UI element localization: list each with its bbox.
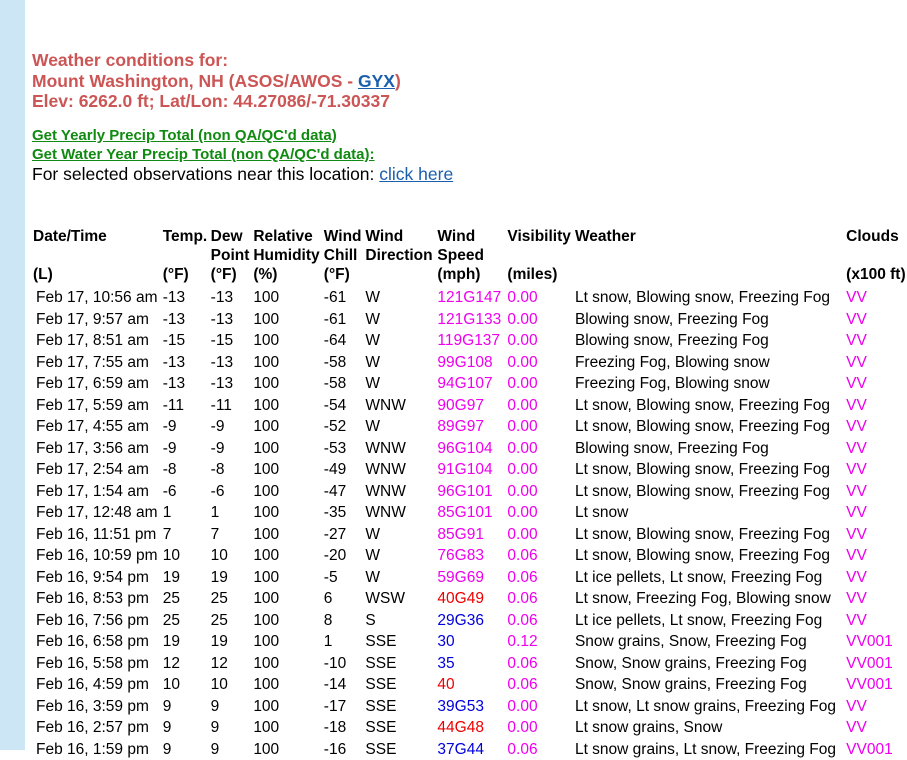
dew-point-cell: 12 <box>210 653 253 675</box>
wind-chill-cell: -49 <box>323 459 365 481</box>
column-header-0-l1: Date/Time <box>32 227 162 246</box>
clouds-cell: VV <box>845 696 907 718</box>
date-time-cell: Feb 16, 3:59 pm <box>32 696 162 718</box>
table-row <box>32 696 907 718</box>
temperature-cell: -9 <box>162 438 210 460</box>
wind-speed-cell: 44G48 <box>436 717 506 739</box>
wind-speed-cell: 85G91 <box>436 524 506 546</box>
wind-direction-cell: W <box>364 330 436 352</box>
wind-speed-cell: 96G101 <box>436 481 506 503</box>
wind-speed-cell: 119G137 <box>436 330 506 352</box>
column-header-4-l2: Chill <box>323 246 365 265</box>
temperature-cell: 10 <box>162 674 210 696</box>
date-time-cell: Feb 17, 10:56 am <box>32 287 162 309</box>
relative-humidity-cell: 100 <box>252 653 322 675</box>
date-time-cell: Feb 16, 6:58 pm <box>32 631 162 653</box>
temperature-cell: -11 <box>162 395 210 417</box>
temperature-cell: 9 <box>162 739 210 760</box>
dew-point-cell: -13 <box>210 287 253 309</box>
column-header-8-l2 <box>574 246 845 265</box>
weather-cell: Snow, Snow grains, Freezing Fog <box>574 674 845 696</box>
weather-cell: Snow grains, Snow, Freezing Fog <box>574 631 845 653</box>
table-row <box>32 567 907 589</box>
wind-speed-cell: 90G97 <box>436 395 506 417</box>
weather-cell: Lt snow grains, Snow <box>574 717 845 739</box>
relative-humidity-cell: 100 <box>252 395 322 417</box>
visibility-cell: 0.06 <box>506 545 574 567</box>
date-time-cell: Feb 16, 1:59 pm <box>32 739 162 760</box>
wind-chill-cell: -5 <box>323 567 365 589</box>
date-time-cell: Feb 17, 9:57 am <box>32 309 162 331</box>
dew-point-cell: 19 <box>210 631 253 653</box>
visibility-cell: 0.00 <box>506 330 574 352</box>
wind-chill-cell: -61 <box>323 287 365 309</box>
table-row <box>32 545 907 567</box>
dew-point-cell: 10 <box>210 674 253 696</box>
table-row <box>32 416 907 438</box>
dew-point-cell: -13 <box>210 309 253 331</box>
yearly-precip-link[interactable]: Get Yearly Precip Total (non QA/QC'd data) <box>32 126 453 145</box>
wind-chill-cell: -18 <box>323 717 365 739</box>
table-row <box>32 309 907 331</box>
column-header-9-l3: (x100 ft) <box>845 265 907 287</box>
wind-direction-cell: WNW <box>364 438 436 460</box>
date-time-cell: Feb 16, 9:54 pm <box>32 567 162 589</box>
date-time-cell: Feb 17, 4:55 am <box>32 416 162 438</box>
relative-humidity-cell: 100 <box>252 610 322 632</box>
visibility-cell: 0.06 <box>506 610 574 632</box>
wind-speed-cell: 99G108 <box>436 352 506 374</box>
dew-point-cell: -8 <box>210 459 253 481</box>
table-row <box>32 287 907 309</box>
wind-chill-cell: -54 <box>323 395 365 417</box>
dew-point-cell: -13 <box>210 352 253 374</box>
clouds-cell: VV <box>845 352 907 374</box>
dew-point-cell: 10 <box>210 545 253 567</box>
temperature-cell: 7 <box>162 524 210 546</box>
dew-point-cell: 1 <box>210 502 253 524</box>
wind-direction-cell: W <box>364 567 436 589</box>
clouds-cell: VV001 <box>845 674 907 696</box>
clouds-cell: VV001 <box>845 653 907 675</box>
station-name-text: Mount Washington, NH (ASOS/AWOS - <box>32 71 358 91</box>
wind-chill-cell: 8 <box>323 610 365 632</box>
visibility-cell: 0.00 <box>506 395 574 417</box>
clouds-cell: VV <box>845 373 907 395</box>
column-header-7-l3: (miles) <box>506 265 574 287</box>
clouds-cell: VV <box>845 416 907 438</box>
table-row <box>32 674 907 696</box>
date-time-cell: Feb 16, 11:51 pm <box>32 524 162 546</box>
station-header <box>32 50 401 112</box>
column-header-7-l2 <box>506 246 574 265</box>
column-header-0-l2 <box>32 246 162 265</box>
clouds-cell: VV <box>845 438 907 460</box>
date-time-cell: Feb 16, 8:53 pm <box>32 588 162 610</box>
column-header-6-l2: Speed <box>436 246 506 265</box>
visibility-cell: 0.00 <box>506 459 574 481</box>
wind-direction-cell: W <box>364 545 436 567</box>
wind-direction-cell: SSE <box>364 653 436 675</box>
column-header-6-l1: Wind <box>436 227 506 246</box>
wind-direction-cell: W <box>364 309 436 331</box>
weather-cell: Blowing snow, Freezing Fog <box>574 330 845 352</box>
column-header-1-l1: Temp. <box>162 227 210 246</box>
weather-cell: Lt snow, Freezing Fog, Blowing snow <box>574 588 845 610</box>
clouds-cell: VV <box>845 330 907 352</box>
weather-cell: Lt ice pellets, Lt snow, Freezing Fog <box>574 567 845 589</box>
column-header-6-l3: (mph) <box>436 265 506 287</box>
temperature-cell: -13 <box>162 352 210 374</box>
temperature-cell: 9 <box>162 696 210 718</box>
wind-chill-cell: -16 <box>323 739 365 760</box>
wind-direction-cell: WNW <box>364 502 436 524</box>
date-time-cell: Feb 17, 3:56 am <box>32 438 162 460</box>
wind-chill-cell: -27 <box>323 524 365 546</box>
date-time-cell: Feb 16, 4:59 pm <box>32 674 162 696</box>
nearby-text: For selected observations near this location: <box>32 164 379 184</box>
relative-humidity-cell: 100 <box>252 438 322 460</box>
visibility-cell: 0.06 <box>506 588 574 610</box>
water-year-precip-link[interactable]: Get Water Year Precip Total (non QA/QC'd data): <box>32 145 453 164</box>
wind-speed-cell: 40G49 <box>436 588 506 610</box>
column-header-7-l1: Visibility <box>506 227 574 246</box>
temperature-cell: -8 <box>162 459 210 481</box>
wind-chill-cell: -58 <box>323 373 365 395</box>
column-header-3-l1: Relative <box>252 227 322 246</box>
temperature-cell: 10 <box>162 545 210 567</box>
visibility-cell: 0.00 <box>506 502 574 524</box>
table-row <box>32 502 907 524</box>
table-row <box>32 653 907 675</box>
visibility-cell: 0.00 <box>506 352 574 374</box>
wind-chill-cell: -35 <box>323 502 365 524</box>
wind-speed-cell: 96G104 <box>436 438 506 460</box>
column-header-2-l1: Dew <box>210 227 253 246</box>
column-header-2-l2: Point <box>210 246 253 265</box>
relative-humidity-cell: 100 <box>252 545 322 567</box>
weather-cell: Lt snow, Blowing snow, Freezing Fog <box>574 416 845 438</box>
relative-humidity-cell: 100 <box>252 287 322 309</box>
dew-point-cell: -13 <box>210 373 253 395</box>
wind-speed-cell: 121G147 <box>436 287 506 309</box>
relative-humidity-cell: 100 <box>252 330 322 352</box>
table-row <box>32 438 907 460</box>
relative-humidity-cell: 100 <box>252 739 322 760</box>
weather-cell: Freezing Fog, Blowing snow <box>574 373 845 395</box>
clouds-cell: VV001 <box>845 631 907 653</box>
table-row <box>32 588 907 610</box>
wind-direction-cell: SSE <box>364 717 436 739</box>
dew-point-cell: 9 <box>210 696 253 718</box>
temperature-cell: 19 <box>162 567 210 589</box>
wind-chill-cell: -17 <box>323 696 365 718</box>
temperature-cell: 19 <box>162 631 210 653</box>
temperature-cell: -15 <box>162 330 210 352</box>
clouds-cell: VV <box>845 459 907 481</box>
date-time-cell: Feb 17, 5:59 am <box>32 395 162 417</box>
left-side-bar <box>0 0 25 750</box>
wind-chill-cell: -14 <box>323 674 365 696</box>
visibility-cell: 0.00 <box>506 309 574 331</box>
table-row <box>32 373 907 395</box>
visibility-cell: 0.00 <box>506 438 574 460</box>
wind-speed-cell: 29G36 <box>436 610 506 632</box>
dew-point-cell: -9 <box>210 438 253 460</box>
temperature-cell: 9 <box>162 717 210 739</box>
dew-point-cell: 25 <box>210 610 253 632</box>
wind-direction-cell: WNW <box>364 481 436 503</box>
column-header-8-l1: Weather <box>574 227 845 246</box>
weather-cell: Blowing snow, Freezing Fog <box>574 438 845 460</box>
temperature-cell: -9 <box>162 416 210 438</box>
clouds-cell: VV <box>845 309 907 331</box>
wind-direction-cell: W <box>364 416 436 438</box>
date-time-cell: Feb 16, 5:58 pm <box>32 653 162 675</box>
wind-chill-cell: -47 <box>323 481 365 503</box>
wind-direction-cell: W <box>364 352 436 374</box>
clouds-cell: VV001 <box>845 739 907 760</box>
relative-humidity-cell: 100 <box>252 352 322 374</box>
column-header-9-l2 <box>845 246 907 265</box>
temperature-cell: -6 <box>162 481 210 503</box>
column-header-4-l1: Wind <box>323 227 365 246</box>
wind-direction-cell: W <box>364 287 436 309</box>
weather-cell: Lt ice pellets, Lt snow, Freezing Fog <box>574 610 845 632</box>
clouds-cell: VV <box>845 717 907 739</box>
column-header-5-l1: Wind <box>364 227 436 246</box>
table-row <box>32 352 907 374</box>
column-header-4-l3: (°F) <box>323 265 365 287</box>
dew-point-cell: 7 <box>210 524 253 546</box>
clouds-cell: VV <box>845 524 907 546</box>
precip-links <box>32 126 453 184</box>
visibility-cell: 0.00 <box>506 524 574 546</box>
table-row <box>32 610 907 632</box>
relative-humidity-cell: 100 <box>252 567 322 589</box>
visibility-cell: 0.06 <box>506 674 574 696</box>
visibility-cell: 0.06 <box>506 739 574 760</box>
weather-cell: Freezing Fog, Blowing snow <box>574 352 845 374</box>
date-time-cell: Feb 16, 7:56 pm <box>32 610 162 632</box>
date-time-cell: Feb 17, 8:51 am <box>32 330 162 352</box>
table-row <box>32 459 907 481</box>
table-row <box>32 717 907 739</box>
temperature-cell: 12 <box>162 653 210 675</box>
dew-point-cell: -15 <box>210 330 253 352</box>
wind-chill-cell: -61 <box>323 309 365 331</box>
wind-speed-cell: 59G69 <box>436 567 506 589</box>
dew-point-cell: 19 <box>210 567 253 589</box>
date-time-cell: Feb 17, 7:55 am <box>32 352 162 374</box>
wind-speed-cell: 76G83 <box>436 545 506 567</box>
weather-cell: Snow, Snow grains, Freezing Fog <box>574 653 845 675</box>
click-here-link[interactable]: click here <box>379 164 453 184</box>
relative-humidity-cell: 100 <box>252 588 322 610</box>
date-time-cell: Feb 17, 12:48 am <box>32 502 162 524</box>
relative-humidity-cell: 100 <box>252 502 322 524</box>
wind-speed-cell: 121G133 <box>436 309 506 331</box>
temperature-cell: 1 <box>162 502 210 524</box>
wind-direction-cell: WNW <box>364 395 436 417</box>
dew-point-cell: 9 <box>210 739 253 760</box>
clouds-cell: VV <box>845 395 907 417</box>
table-row <box>32 631 907 653</box>
date-time-cell: Feb 17, 1:54 am <box>32 481 162 503</box>
weather-cell: Lt snow, Blowing snow, Freezing Fog <box>574 524 845 546</box>
wind-speed-cell: 91G104 <box>436 459 506 481</box>
clouds-cell: VV <box>845 481 907 503</box>
wind-speed-cell: 39G53 <box>436 696 506 718</box>
column-header-0-l3: (L) <box>32 265 162 287</box>
table-row <box>32 739 907 760</box>
wind-direction-cell: SSE <box>364 674 436 696</box>
weather-cell: Lt snow <box>574 502 845 524</box>
dew-point-cell: -6 <box>210 481 253 503</box>
wind-chill-cell: -58 <box>323 352 365 374</box>
wind-direction-cell: W <box>364 373 436 395</box>
visibility-cell: 0.00 <box>506 717 574 739</box>
wind-chill-cell: -64 <box>323 330 365 352</box>
visibility-cell: 0.00 <box>506 696 574 718</box>
dew-point-cell: 9 <box>210 717 253 739</box>
table-row <box>32 330 907 352</box>
visibility-cell: 0.00 <box>506 481 574 503</box>
visibility-cell: 0.00 <box>506 373 574 395</box>
date-time-cell: Feb 17, 2:54 am <box>32 459 162 481</box>
relative-humidity-cell: 100 <box>252 459 322 481</box>
visibility-cell: 0.12 <box>506 631 574 653</box>
column-header-8-l3 <box>574 265 845 287</box>
conditions-title: Weather conditions for: <box>32 50 401 71</box>
visibility-cell: 0.00 <box>506 287 574 309</box>
wind-speed-cell: 37G44 <box>436 739 506 760</box>
table-row <box>32 481 907 503</box>
relative-humidity-cell: 100 <box>252 696 322 718</box>
weather-cell: Lt snow, Blowing snow, Freezing Fog <box>574 395 845 417</box>
wind-chill-cell: -10 <box>323 653 365 675</box>
wind-direction-cell: SSE <box>364 631 436 653</box>
relative-humidity-cell: 100 <box>252 524 322 546</box>
wind-speed-cell: 30 <box>436 631 506 653</box>
column-header-5-l3 <box>364 265 436 287</box>
wind-direction-cell: WNW <box>364 459 436 481</box>
weather-cell: Lt snow grains, Lt snow, Freezing Fog <box>574 739 845 760</box>
wind-direction-cell: SSE <box>364 739 436 760</box>
column-header-3-l3: (%) <box>252 265 322 287</box>
temperature-cell: -13 <box>162 287 210 309</box>
table-row <box>32 395 907 417</box>
wind-chill-cell: 6 <box>323 588 365 610</box>
visibility-cell: 0.06 <box>506 653 574 675</box>
column-header-1-l3: (°F) <box>162 265 210 287</box>
station-name-suffix: ) <box>395 71 401 91</box>
clouds-cell: VV <box>845 588 907 610</box>
wind-chill-cell: -52 <box>323 416 365 438</box>
weather-cell: Lt snow, Blowing snow, Freezing Fog <box>574 545 845 567</box>
column-header-5-l2: Direction <box>364 246 436 265</box>
wind-speed-cell: 94G107 <box>436 373 506 395</box>
wind-direction-cell: W <box>364 524 436 546</box>
relative-humidity-cell: 100 <box>252 717 322 739</box>
relative-humidity-cell: 100 <box>252 481 322 503</box>
nearby-observations <box>32 164 453 184</box>
wind-speed-cell: 40 <box>436 674 506 696</box>
relative-humidity-cell: 100 <box>252 631 322 653</box>
column-header-2-l3: (°F) <box>210 265 253 287</box>
dew-point-cell: -11 <box>210 395 253 417</box>
wind-speed-cell: 89G97 <box>436 416 506 438</box>
table-row <box>32 524 907 546</box>
relative-humidity-cell: 100 <box>252 373 322 395</box>
temperature-cell: -13 <box>162 309 210 331</box>
wind-chill-cell: -53 <box>323 438 365 460</box>
gyx-office-link[interactable]: GYX <box>358 71 395 91</box>
wind-direction-cell: SSE <box>364 696 436 718</box>
weather-cell: Lt snow, Blowing snow, Freezing Fog <box>574 481 845 503</box>
visibility-cell: 0.06 <box>506 567 574 589</box>
temperature-cell: -13 <box>162 373 210 395</box>
weather-cell: Blowing snow, Freezing Fog <box>574 309 845 331</box>
date-time-cell: Feb 16, 2:57 pm <box>32 717 162 739</box>
wind-speed-cell: 85G101 <box>436 502 506 524</box>
weather-cell: Lt snow, Blowing snow, Freezing Fog <box>574 287 845 309</box>
dew-point-cell: 25 <box>210 588 253 610</box>
wind-chill-cell: -20 <box>323 545 365 567</box>
station-elevation: Elev: 6262.0 ft; Lat/Lon: 44.27086/-71.30337 <box>32 91 401 112</box>
clouds-cell: VV <box>845 610 907 632</box>
weather-cell: Lt snow, Lt snow grains, Freezing Fog <box>574 696 845 718</box>
station-name <box>32 71 401 92</box>
clouds-cell: VV <box>845 502 907 524</box>
relative-humidity-cell: 100 <box>252 416 322 438</box>
column-header-9-l1: Clouds <box>845 227 907 246</box>
wind-direction-cell: WSW <box>364 588 436 610</box>
relative-humidity-cell: 100 <box>252 674 322 696</box>
wind-chill-cell: 1 <box>323 631 365 653</box>
relative-humidity-cell: 100 <box>252 309 322 331</box>
weather-cell: Lt snow, Blowing snow, Freezing Fog <box>574 459 845 481</box>
clouds-cell: VV <box>845 567 907 589</box>
temperature-cell: 25 <box>162 610 210 632</box>
date-time-cell: Feb 16, 10:59 pm <box>32 545 162 567</box>
observations-table <box>32 227 907 760</box>
wind-direction-cell: S <box>364 610 436 632</box>
temperature-cell: 25 <box>162 588 210 610</box>
clouds-cell: VV <box>845 287 907 309</box>
column-header-3-l2: Humidity <box>252 246 322 265</box>
clouds-cell: VV <box>845 545 907 567</box>
dew-point-cell: -9 <box>210 416 253 438</box>
column-header-1-l2 <box>162 246 210 265</box>
date-time-cell: Feb 17, 6:59 am <box>32 373 162 395</box>
visibility-cell: 0.00 <box>506 416 574 438</box>
wind-speed-cell: 35 <box>436 653 506 675</box>
